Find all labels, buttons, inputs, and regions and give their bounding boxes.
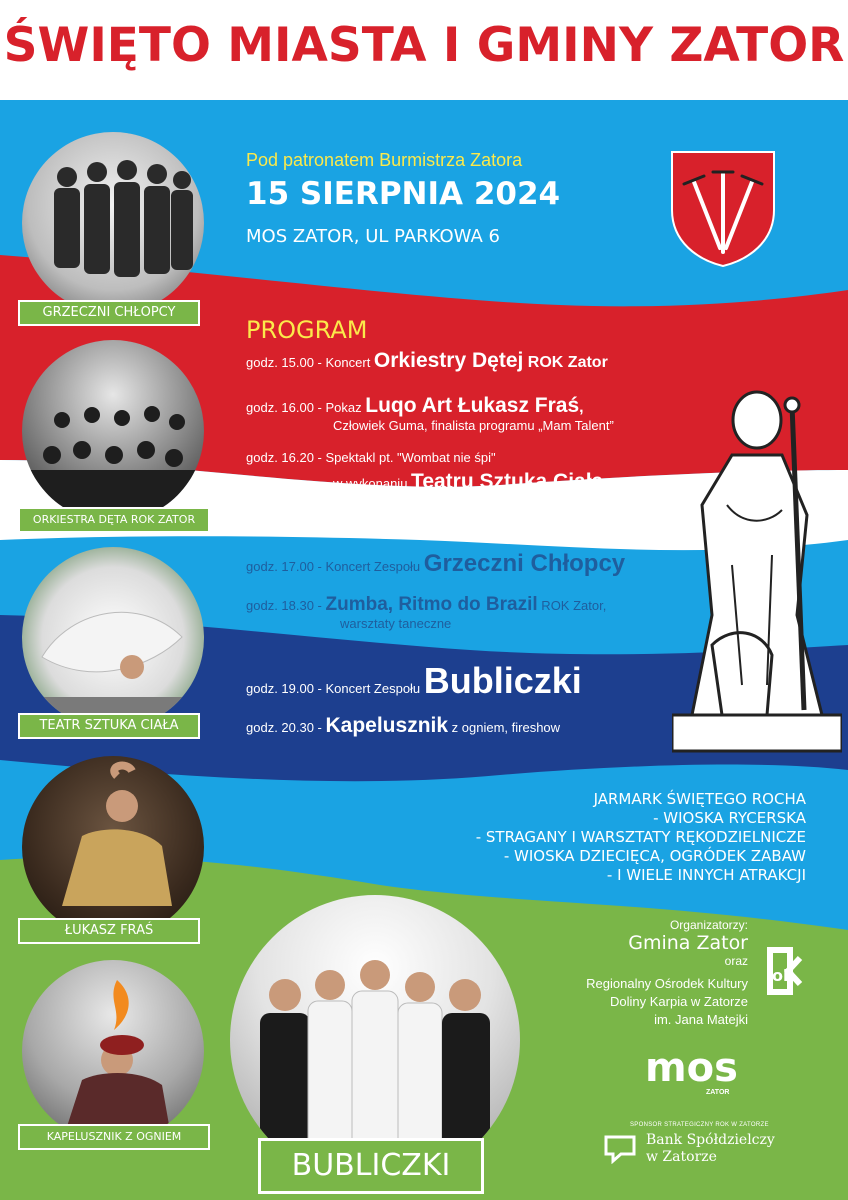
rok-logo-icon bbox=[760, 944, 814, 998]
caption-bubliczki: BUBLICZKI bbox=[258, 1138, 484, 1194]
organizers-block bbox=[628, 918, 748, 968]
lukasz-fras-photo bbox=[22, 756, 204, 938]
caption-grzeczni-chlopcy: GRZECZNI CHŁOPCY bbox=[18, 300, 200, 326]
program-item-1: godz. 15.00 - Koncert Orkiestry Dętej ROK Zator bbox=[246, 349, 608, 372]
coat-of-arms-icon bbox=[670, 150, 776, 268]
rok-line: im. Jana Matejki bbox=[654, 1012, 748, 1027]
program-item-7: godz. 20.30 - Kapelusznik z ogniem, fireshow bbox=[246, 714, 561, 737]
event-date: 15 SIERPNIA 2024 bbox=[246, 176, 561, 212]
bank-name-line: Bank Spółdzielczy bbox=[646, 1132, 775, 1148]
rok-logo-text: ok bbox=[772, 966, 794, 985]
organizers-label: Organizatorzy: bbox=[669, 918, 748, 932]
attraction-item: - I WIELE INNYCH ATRAKCJI bbox=[606, 866, 806, 884]
attraction-item: - WIOSKA RYCERSKA bbox=[653, 809, 806, 827]
caption-kapelusznik: KAPELUSZNIK Z OGNIEM bbox=[18, 1124, 210, 1150]
patronage-text: Pod patronatem Burmistrza Zatora bbox=[246, 150, 523, 170]
dancer-photo-icon bbox=[22, 547, 204, 729]
teatr-photo bbox=[22, 547, 204, 729]
page-title: ŚWIĘTO MIASTA I GMINY ZATOR bbox=[3, 18, 845, 73]
group-photo-icon bbox=[22, 132, 204, 314]
sponsor-label: SPONSOR STRATEGICZNY ROK W ZATORZE bbox=[630, 1122, 769, 1128]
mos-logo bbox=[645, 1045, 738, 1091]
grzeczni-chlopcy-photo bbox=[22, 132, 204, 314]
rok-line: Doliny Karpia w Zatorze bbox=[610, 994, 748, 1009]
mos-logo-text: mos bbox=[645, 1045, 738, 1091]
attractions-list bbox=[476, 790, 806, 885]
orkiestra-photo bbox=[22, 340, 204, 522]
program-heading: PROGRAM bbox=[246, 316, 368, 344]
attraction-item: - WIOSKA DZIECIĘCA, OGRÓDEK ZABAW bbox=[503, 847, 806, 865]
organizer-and: oraz bbox=[724, 954, 748, 968]
program-item-6: godz. 19.00 - Koncert Zespołu Bubliczki bbox=[246, 660, 582, 701]
program-item-5: godz. 18.30 - Zumba, Ritmo do Brazil ROK Zator, bbox=[246, 594, 607, 615]
organizer-main: Gmina Zator bbox=[628, 932, 748, 954]
bank-logo-icon bbox=[603, 1134, 637, 1164]
bank-name bbox=[646, 1132, 775, 1166]
rok-line: Regionalny Ośrodek Kultury bbox=[586, 976, 748, 991]
event-place: MOS ZATOR, UL PARKOWA 6 bbox=[246, 226, 500, 247]
caption-orkiestra: ORKIESTRA DĘTA ROK ZATOR bbox=[18, 507, 210, 533]
orchestra-photo-icon bbox=[22, 340, 204, 522]
program-item-3-performer: w wykonaniu Teatru Sztuka Ciała bbox=[333, 470, 604, 493]
bank-name-line: w Zatorze bbox=[646, 1149, 717, 1165]
program-item-4: godz. 17.00 - Koncert Zespołu Grzeczni Chłopcy bbox=[246, 550, 626, 577]
caption-teatr: TEATR SZTUKA CIAŁA bbox=[18, 713, 200, 739]
fire-artist-photo-icon bbox=[22, 960, 204, 1142]
attraction-item: JARMARK ŚWIĘTEGO ROCHA bbox=[593, 790, 806, 808]
program-item-2: godz. 16.00 - Pokaz Luqo Art Łukasz Fraś, bbox=[246, 394, 584, 417]
statue-icon bbox=[672, 385, 842, 755]
program-item-3: godz. 16.20 - Spektakl pt. "Wombat nie śpi" bbox=[246, 450, 496, 465]
program-item-2-note: Człowiek Guma, finalista programu „Mam Talent” bbox=[333, 418, 614, 433]
kapelusznik-photo bbox=[22, 960, 204, 1142]
contortionist-photo-icon bbox=[22, 756, 204, 938]
attraction-item: - STRAGANY I WARSZTATY RĘKODZIELNICZE bbox=[475, 828, 806, 846]
program-item-5-note: warsztaty taneczne bbox=[340, 616, 452, 631]
rok-organizer bbox=[586, 975, 748, 1029]
mos-logo-sub: ZATOR bbox=[706, 1089, 730, 1096]
caption-lukasz-fras: ŁUKASZ FRAŚ bbox=[18, 918, 200, 944]
